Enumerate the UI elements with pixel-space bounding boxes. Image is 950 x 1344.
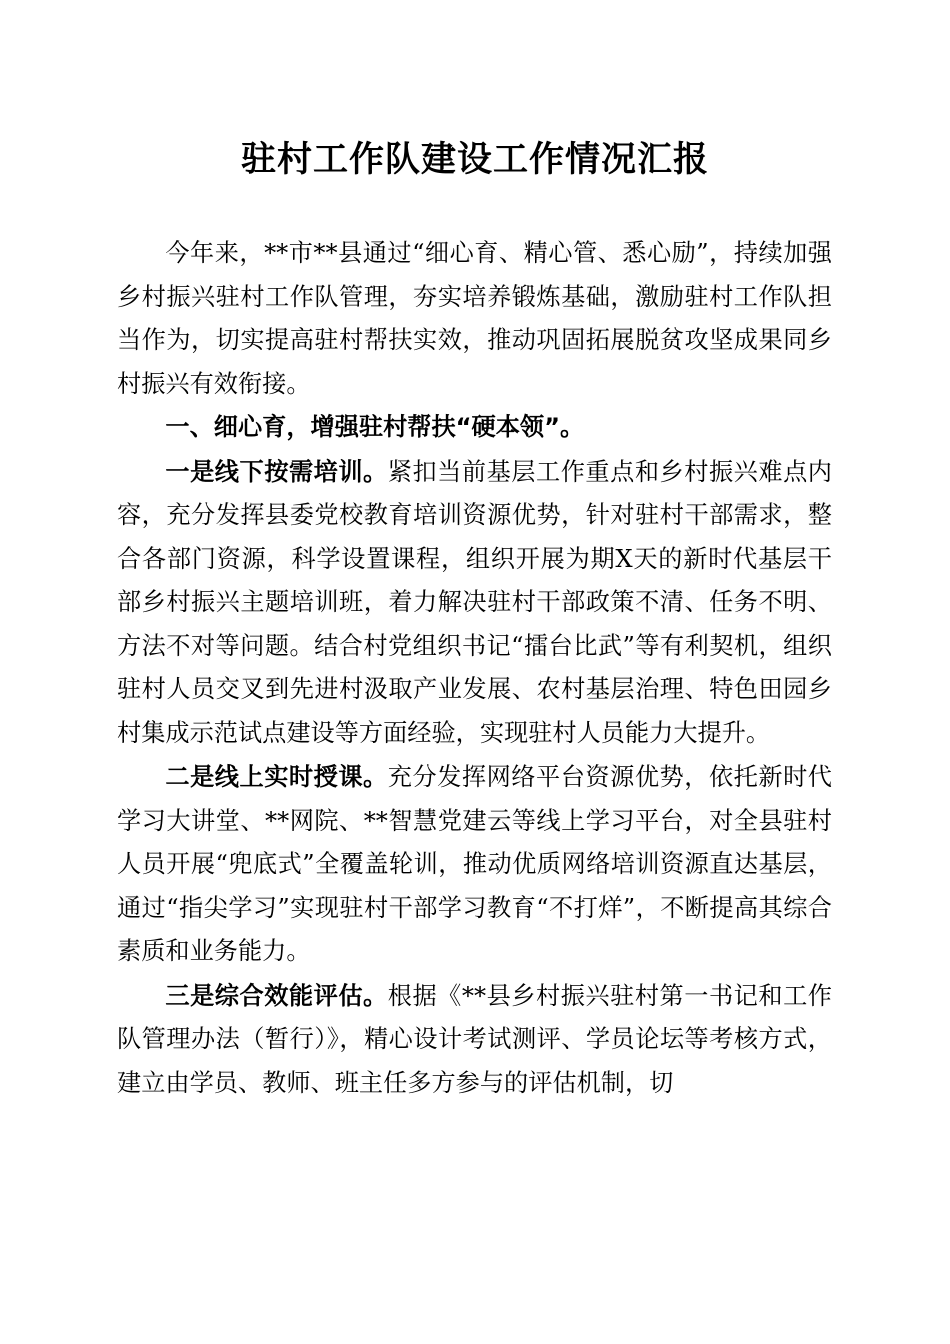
item-paragraph-2 [117,755,832,974]
intro-paragraph: 今年来，**市**县通过“细心育、精心管、悉心励”，持续加强乡村振兴驻村工作队管理，夯实培养锻炼基础，激励驻村工作队担当作为，切实提高驻村帮扶实效，推动巩固拓展脱贫攻坚成果同乡村振兴有效衔接。 [117,239,832,398]
item-lead-3: 三是综合效能评估。 [165,980,388,1010]
document-body [117,232,832,1105]
item-lead-1: 一是线下按需培训。 [165,456,388,486]
item-text-3: 根据《**县乡村振兴驻村第一书记和工作队管理办法（暂行）》，精心设计考试测评、学员论坛等考核方式，建立由学员、教师、班主任多方参与的评估机制，切 [117,981,832,1097]
item-text-1: 紧扣当前基层工作重点和乡村振兴难点内容，充分发挥县委党校教育培训资源优势，针对驻村干部需求，整合各部门资源，科学设置课程，组织开展为期X天的新时代基层干部乡村振兴主题培训班，着力解决驻村干部政策不清、任务不明、方法不对等问题。结合村党组织书记“擂台比武”等有利契机，组织驻村人员交叉到先进村汲取产业发展、农村基层治理、特色田园乡村集成示范试点建设等方面经验，实现驻村人员能力大提升。 [117,457,832,747]
item-paragraph-1 [117,450,832,756]
item-text-2: 充分发挥网络平台资源优势，依托新时代学习大讲堂、**网院、**智慧党建云等线上学习平台，对全县驻村人员开展“兜底式”全覆盖轮训，推动优质网络培训资源直达基层，通过“指尖学习”实现驻村干部学习教育“不打烊”，不断提高其综合素质和业务能力。 [117,763,832,965]
document-title: 驻村工作队建设工作情况汇报 [240,139,709,180]
item-paragraph-3 [117,974,832,1106]
section-heading: 一、细心育，增强驻村帮扶“硬本领”。 [165,413,585,441]
item-lead-2: 二是线上实时授课。 [165,762,388,791]
